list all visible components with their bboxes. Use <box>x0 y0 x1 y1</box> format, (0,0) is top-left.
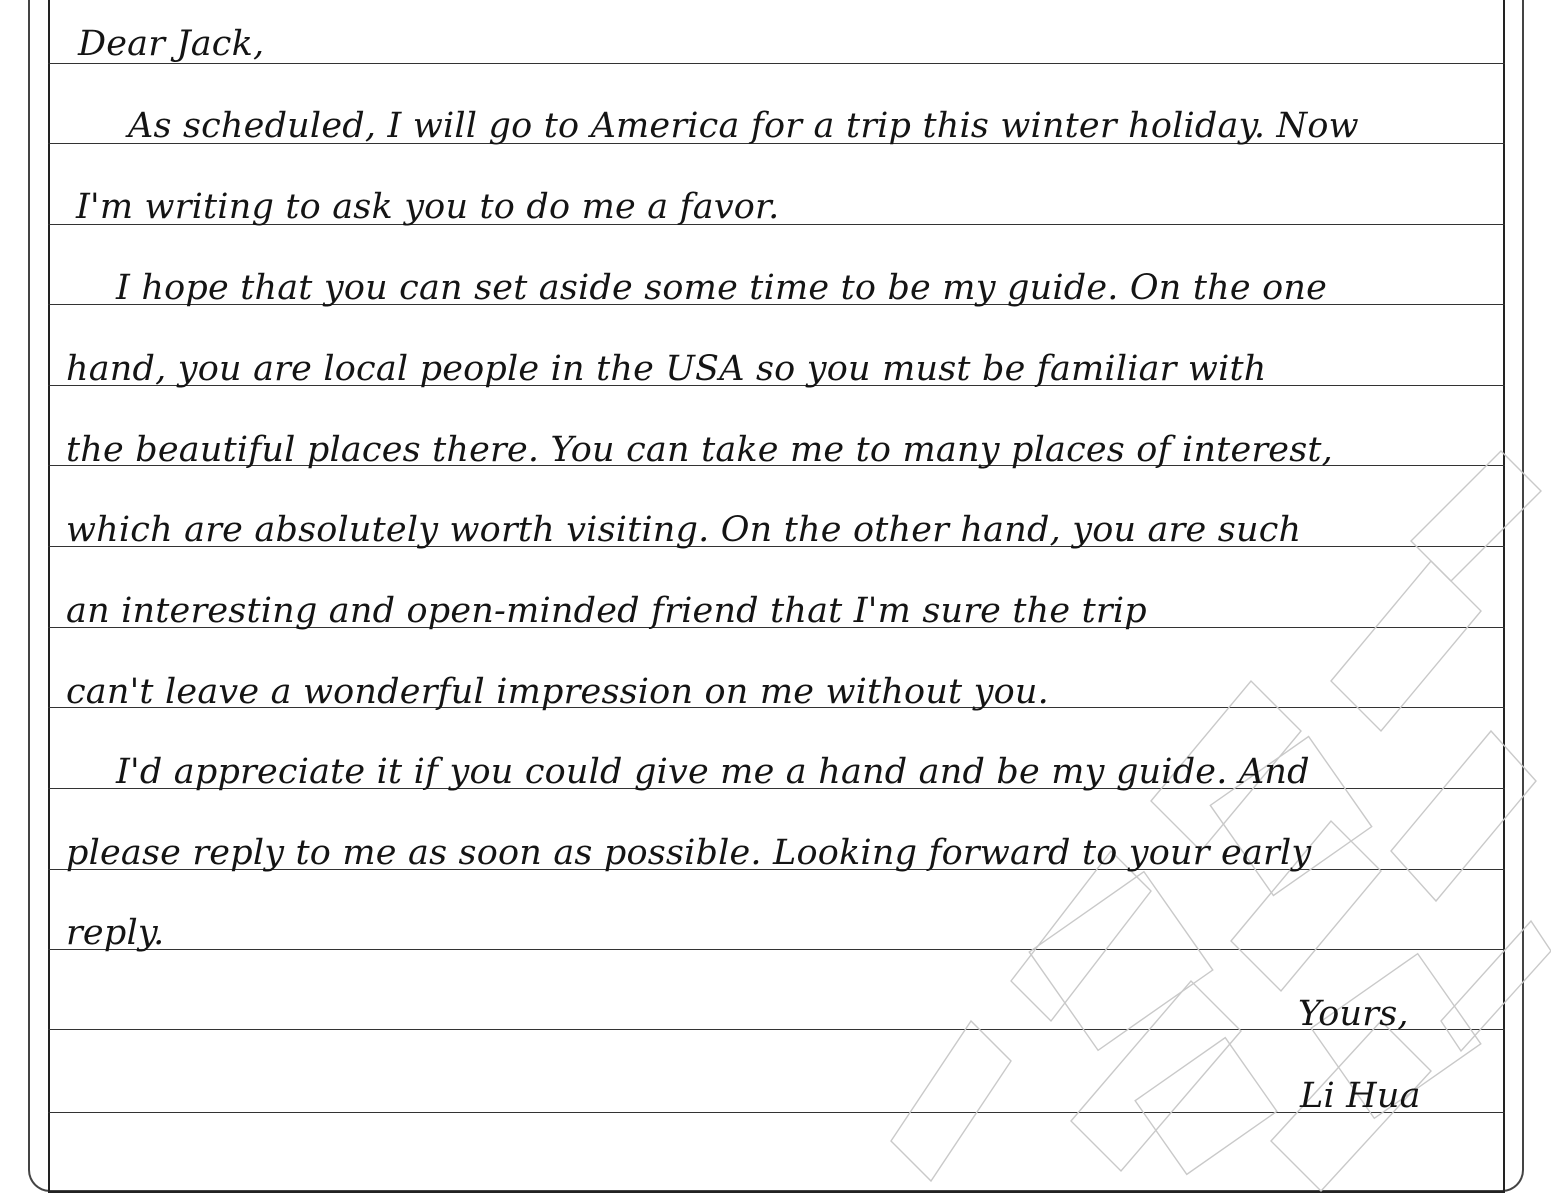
ruled-line <box>48 949 1505 950</box>
salutation: Dear Jack, <box>78 24 265 64</box>
letter-line: can't leave a wonderful impression on me without you. <box>66 672 1049 712</box>
letter-line: I'd appreciate it if you could give me a hand and be my guide. And <box>116 752 1310 792</box>
signature: Li Hua <box>1300 1076 1421 1116</box>
letter-line: which are absolutely worth visiting. On the other hand, you are such <box>66 510 1302 550</box>
letter-line: I hope that you can set aside some time to be my guide. On the one <box>116 268 1328 308</box>
letter-line: I'm writing to ask you to do me a favor. <box>76 187 780 227</box>
letter-line: hand, you are local people in the USA so you must be familiar with <box>66 349 1267 389</box>
letter-line: an interesting and open-minded friend that I'm sure the trip <box>66 591 1147 631</box>
ruled-line <box>48 63 1505 64</box>
letter-line: the beautiful places there. You can take me to many places of interest, <box>66 430 1333 470</box>
ruled-line <box>48 1029 1505 1030</box>
letter-line: As scheduled, I will go to America for a trip this winter holiday. Now <box>128 106 1359 146</box>
letter-line: please reply to me as soon as possible. Looking forward to your early <box>66 833 1312 873</box>
letter-line: reply. <box>66 913 165 953</box>
ruled-line <box>48 1112 1505 1113</box>
closing: Yours, <box>1298 994 1409 1034</box>
